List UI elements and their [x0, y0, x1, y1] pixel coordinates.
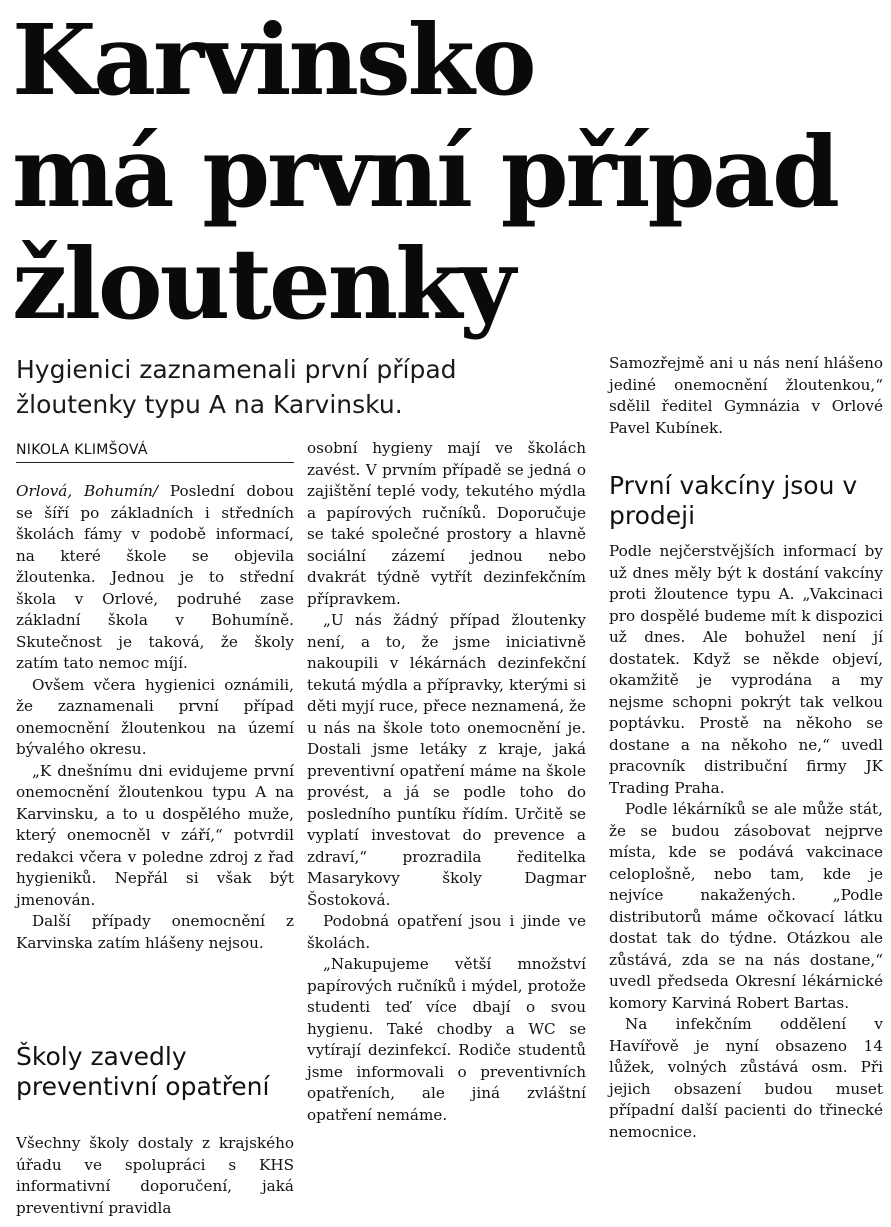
paragraph-text: Poslední dobou se šíří po základních i středních školách fámy v podobě informací, na které škole se objevila žloutenka. Jednou je to střední škola v Orlové, podruhé zase základní škola v Bohumíně. Skutečnost je taková, že školy zatím tato nemoc míjí. — [16, 482, 294, 672]
article-column-3 — [609, 353, 883, 439]
headline-line: Karvinsko — [12, 3, 534, 117]
headline-line: žloutenky — [12, 227, 513, 341]
article-column-3-continued — [609, 541, 883, 1143]
dateline: Orlová, Bohumín/ — [16, 482, 159, 500]
article-column-1-continued — [16, 1133, 294, 1219]
headline-line: má první případ — [12, 115, 837, 229]
paragraph: Podobná opatření jsou i jinde ve školách. — [307, 912, 586, 952]
paragraph: Ovšem včera hygienici oznámili, že zaznamenali první případ onemocnění žloutenkou na území bývalého okresu. — [16, 675, 294, 758]
paragraph: „Nakupujeme větší množství papírových ručníků i mýdel, protože studenti teď více dbají o svou hygienu. Také chodby a WC se vytírají dezinfekcí. Rodiče studentů jsme informovali o preventivních opatřeních, ale jiná zvláštní opatření nemáme. — [307, 955, 586, 1124]
paragraph: Podle nejčerstvějších informací by už dnes měly být k dostání vakcíny proti žloutence typu A. „Vakcinaci pro dospělé budeme mít k dispozici už dnes. Ale bohužel není jí dostatek. Když se někde objeví, okamžitě je vyprodána a my nejsme schopni pokrýt tak velkou poptávku. Prostě na někoho se dostane a na někoho ne,“ uvedl pracovník distribuční firmy JK Trading Praha. — [609, 542, 883, 797]
lede — [16, 352, 576, 422]
lede-line: žloutenky typu A na Karvinsku. — [16, 390, 403, 419]
subheading: První vakcíny jsou v prodeji — [609, 471, 858, 530]
paragraph: „K dnešnímu dni evidujeme první onemocnění žloutenkou typu A na Karvinsku, a to u dospělého muže, který onemocněl v září,“ potvrdil redakci včera v poledne zdroj z řad hygieniků. Nepřál si však být jmenován. — [16, 761, 294, 909]
paragraph — [16, 481, 294, 675]
article-column-1 — [16, 481, 294, 954]
subheading: Školy zavedly preventivní opatření — [16, 1042, 270, 1101]
paragraph: Další případy onemocnění z Karvinska zatím hlášeny nejsou. — [16, 912, 294, 952]
paragraph: osobní hygieny mají ve školách zavést. V prvním případě se jedná o zajištění teplé vody, tekutého mýdla a papírových ručníků. Doporučuje se také společné prostory a hlavně sociální zázemí jednou nebo dvakrát týdně vytřít dezinfekčním přípravkem. — [307, 439, 586, 608]
paragraph: „U nás žádný případ žloutenky není, a to, že jsme iniciativně nakoupili v lékárnách dezinfekční tekutá mýdla a přípravky, kterými si děti myjí ruce, přece neznamená, že u nás na škole toto onemocnění je. Dostali jsme letáky z kraje, jaká preventivní opatření máme na škole provést, a já se podle toho do posledního puntíku řídím. Určitě se vyplatí investovat do prevence a zdraví,“ prozradila ředitelka Masarykovy školy Dagmar Šostoková. — [307, 611, 586, 909]
paragraph: Podle lékárníků se ale může stát, že se budou zásobovat nejprve místa, kde se podává vakcinace celoplošně, nebo tam, kde je nejvíce nakažených. „Podle distributorů máme očkovací látku dostat tak do týdne. Otázkou ale zůstává, zda se na nás dostane,“ uvedl předseda Okresní lékárnické komory Karviná Robert Bartas. — [609, 800, 883, 1012]
headline — [12, 3, 837, 341]
paragraph: Všechny školy dostaly z krajského úřadu ve spolupráci s KHS informativní doporučení, jaká preventivní pravidla — [16, 1134, 294, 1217]
article-column-2 — [307, 438, 586, 1126]
paragraph: Samozřejmě ani u nás není hlášeno jediné onemocnění žloutenkou,“ sdělil ředitel Gymnázia v Orlové Pavel Kubínek. — [609, 354, 883, 437]
lede-line: Hygienici zaznamenali první případ — [16, 355, 457, 384]
byline: NIKOLA KLIMŠOVÁ — [16, 442, 294, 463]
paragraph: Na infekčním oddělení v Havířově je nyní obsazeno 14 lůžek, volných zůstává osm. Při jejich obsazení budou muset případní další pacienti do třinecké nemocnice. — [609, 1015, 883, 1141]
